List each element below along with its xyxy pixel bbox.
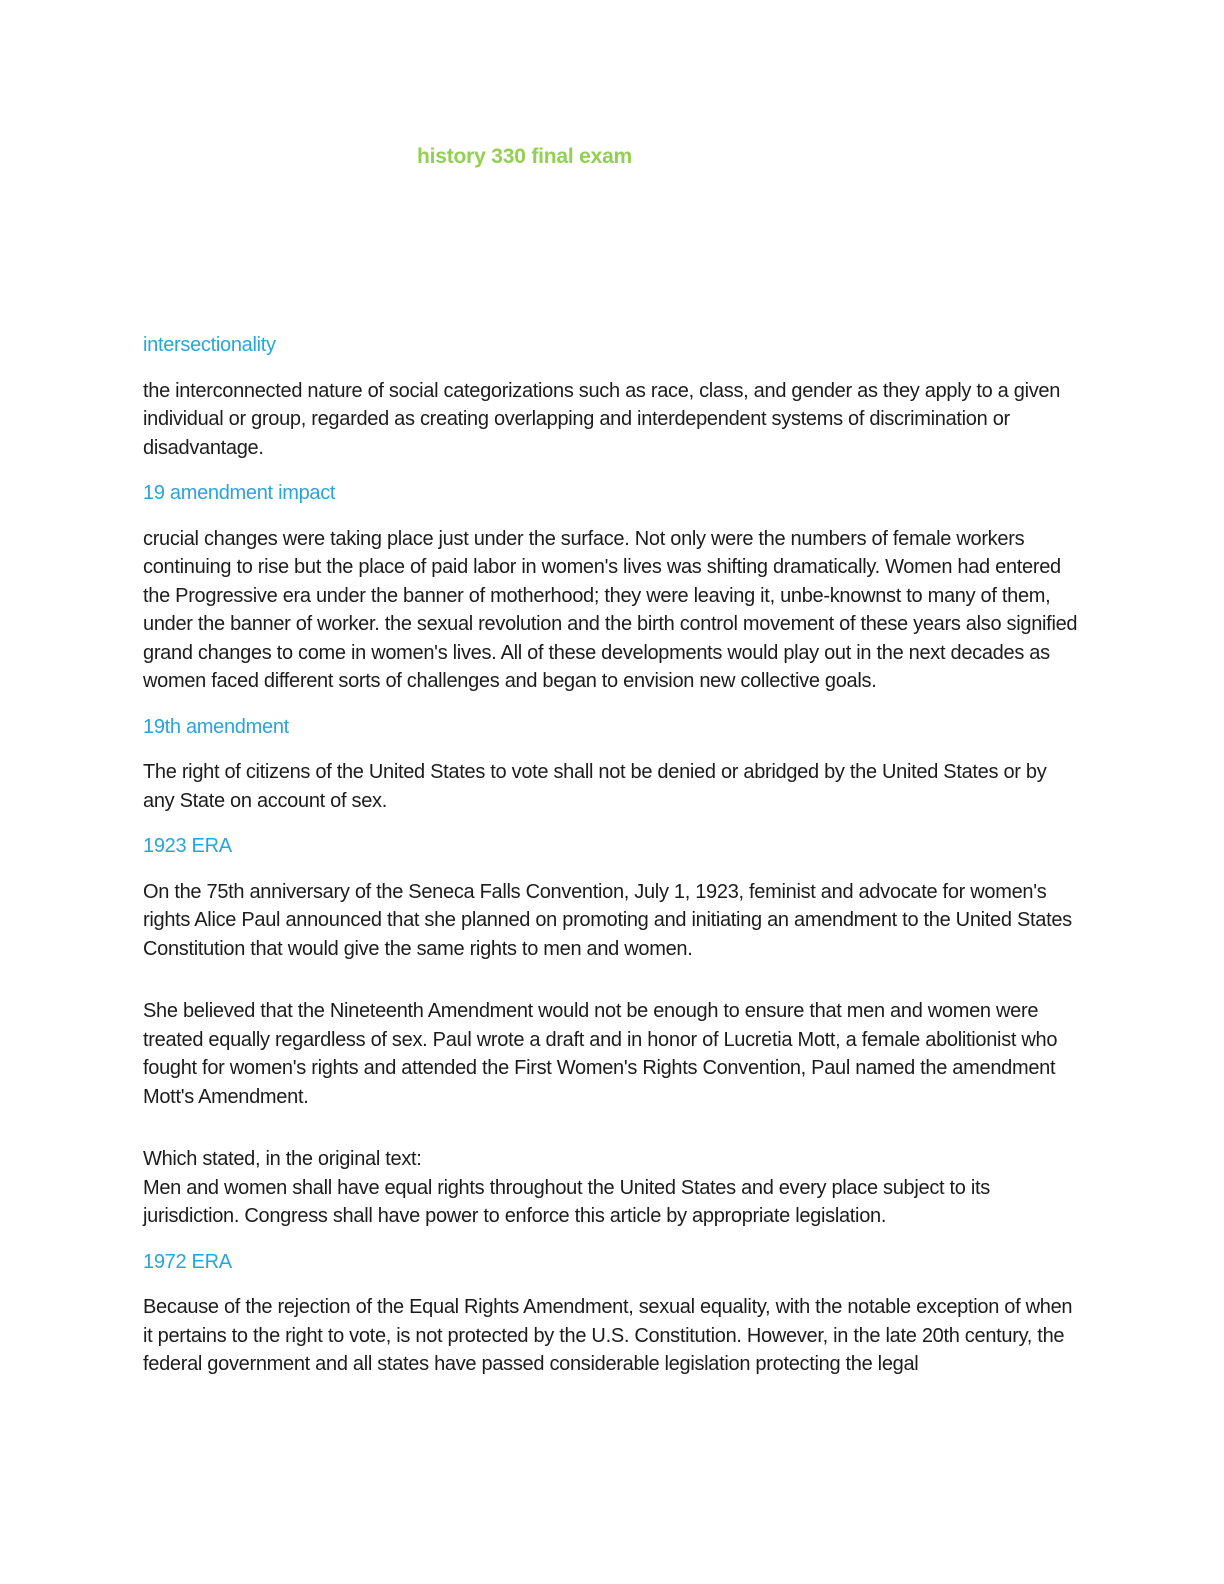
paragraph: On the 75th anniversary of the Seneca Falls Convention, July 1, 1923, feminist and advocate for women's rights Alice Paul announced that she planned on promoting and initiating an amendment to the United States Constitution that would give the same rights to men and women. xyxy=(143,880,1072,960)
section-19-amendment-impact xyxy=(143,479,1083,696)
document-content xyxy=(143,145,1083,1396)
section-heading: 19 amendment impact xyxy=(143,482,336,504)
section-19th-amendment xyxy=(143,713,1083,816)
paragraph: crucial changes were taking place just under the surface. Not only were the numbers of female workers continuing to rise but the place of paid labor in women's lives was shifting dramatically. Women had entered the Progressive era under the banner of motherhood; they were leaving it, unbe-knownst to many of them, under the banner of worker. the sexual revolution and the birth control movement of these years also signified grand changes to come in women's lives. All of these developments would play out in the next decades as women faced different sorts of challenges and began to envision new collective goals. xyxy=(143,527,1078,692)
section-intersectionality xyxy=(143,331,1083,462)
paragraph xyxy=(143,1145,1083,1231)
section-heading: 1923 ERA xyxy=(143,835,232,857)
section-heading: 19th amendment xyxy=(143,715,289,738)
paragraph: The right of citizens of the United States to vote shall not be denied or abridged by the United States or by any State on account of sex. xyxy=(143,761,1047,812)
paragraph-line: Men and women shall have equal rights throughout the United States and every place subject to its jurisdiction. Congress shall have power to enforce this article by appropriate legislation. xyxy=(143,1176,990,1227)
paragraph: She believed that the Nineteenth Amendment would not be enough to ensure that men and women were treated equally regardless of sex. Paul wrote a draft and in honor of Lucretia Mott, a female abolitionist who fought for women's rights and attended the First Women's Rights Convention, Paul named the amendment Mott's Amendment. xyxy=(143,1000,1058,1108)
paragraph: the interconnected nature of social categorizations such as race, class, and gender as they apply to a given individual or group, regarded as creating overlapping and interdependent systems of discrimination or disadvantage. xyxy=(143,379,1061,459)
document-title: history 330 final exam xyxy=(417,145,633,168)
paragraph-line: Which stated, in the original text: xyxy=(143,1148,422,1170)
section-heading: intersectionality xyxy=(143,334,276,356)
section-1923-era xyxy=(143,832,1083,1231)
section-heading: 1972 ERA xyxy=(143,1250,232,1273)
section-1972-era xyxy=(143,1248,1083,1379)
paragraph: Because of the rejection of the Equal Rights Amendment, sexual equality, with the notable exception of when it pertains to the right to vote, is not protected by the U.S. Constitution. However, in the late 20th century, the federal government and all states have passed considerable legislation protecting the legal xyxy=(143,1296,1073,1375)
